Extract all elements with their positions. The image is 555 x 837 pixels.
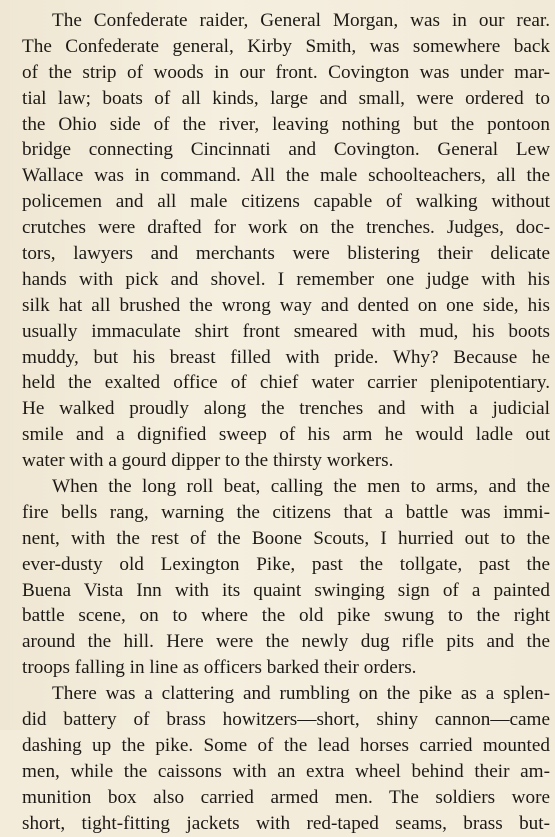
text-line: around the hill. Here were the newly dug rifle pits and the: [22, 631, 550, 653]
text-line: hands with pick and shovel. I remember one judge with his: [22, 268, 550, 290]
text-line: nent, with the rest of the Boone Scouts, I hurried out to the: [22, 527, 550, 549]
text-line: water with a gourd dipper to the thirsty workers.: [22, 450, 394, 472]
text-line: When the long roll beat, calling the men to arms, and the: [52, 476, 550, 498]
text-line: The Confederate general, Kirby Smith, was somewhere back: [22, 35, 550, 57]
text-line: dashing up the pike. Some of the lead horses carried mounted: [22, 734, 550, 756]
text-line: battle scene, on to where the old pike swung to the right: [22, 605, 550, 627]
text-line: did battery of brass howitzers—short, shiny cannon—came: [22, 709, 550, 731]
text-line: muddy, but his breast filled with pride. Why? Because he: [22, 346, 550, 368]
text-line: troops falling in line as officers barked their orders.: [22, 657, 417, 679]
text-line: smile and a dignified sweep of his arm he would ladle out: [22, 424, 550, 446]
text-line: He walked proudly along the trenches and with a judicial: [22, 398, 550, 420]
text-line: Wallace was in command. All the male schoolteachers, all the: [22, 165, 550, 187]
text-line: tial law; boats of all kinds, large and small, were ordered to: [22, 87, 550, 109]
text-line: held the exalted office of chief water carrier plenipotentiary.: [22, 372, 550, 394]
text-line: policemen and all male citizens capable of walking without: [22, 191, 550, 213]
text-line: The Confederate raider, General Morgan, was in our rear.: [52, 10, 550, 31]
text-line: tors, lawyers and merchants were blistering their delicate: [22, 243, 550, 265]
text-line: Buena Vista Inn with its quaint swinging sign of a painted: [22, 579, 550, 601]
text-line: munition box also carried armed men. The soldiers wore: [22, 786, 550, 808]
text-line: fire bells rang, warning the citizens that a battle was immi-: [22, 501, 550, 523]
text-line: bridge connecting Cincinnati and Covington. General Lew: [22, 139, 550, 161]
text-line: silk hat all brushed the wrong way and dented on one side, his: [22, 294, 550, 316]
text-line: There was a clattering and rumbling on the pike as a splen-: [52, 683, 550, 705]
text-line: men, while the caissons with an extra wheel behind their am-: [22, 760, 550, 782]
body-text: [22, 8, 550, 837]
text-line: the Ohio side of the river, leaving nothing but the pontoon: [22, 113, 550, 135]
text-line: usually immaculate shirt front smeared with mud, his boots: [22, 320, 550, 342]
text-line: crutches were drafted for work on the trenches. Judges, doc-: [22, 217, 550, 239]
text-line: short, tight-fitting jackets with red-taped seams, brass but-: [22, 812, 550, 834]
text-line: ever-dusty old Lexington Pike, past the tollgate, past the: [22, 553, 550, 575]
text-line: of the strip of woods in our front. Covington was under mar-: [22, 61, 550, 83]
